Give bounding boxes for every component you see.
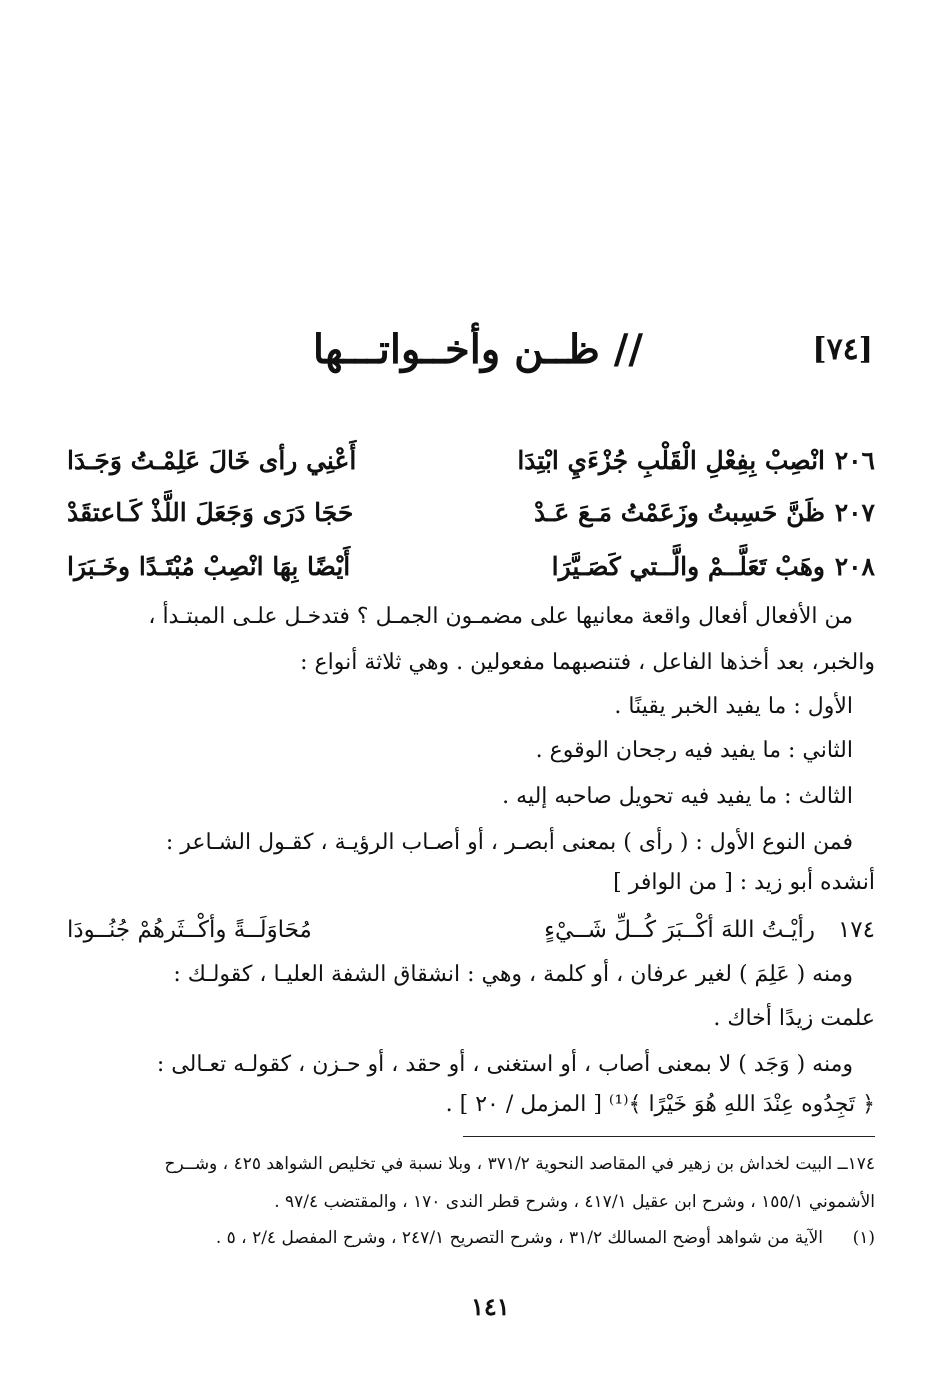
page-number: ١٤١ (471, 1292, 510, 1321)
footnote-174: ١٧٤ــ البيت لخداش بن زهير في المقاصد النحوية ٣٧١/٢ ، وبلا نسبة في تخليص الشواهد ٤٢٥ ، وشــرح (164, 1154, 875, 1174)
paragraph-line: والخبر، بعد أخذها الفاعل ، فتنصبهما مفعولين . وهي ثلاثة أنواع : (300, 650, 875, 675)
verse-number: ٢٠٨ (834, 552, 875, 581)
poem-verse-174 (67, 917, 875, 957)
verse-207 (67, 498, 875, 544)
type-one: الأول : ما يفيد الخبر يقينًا . (614, 694, 853, 719)
poem-number: ١٧٤ (837, 917, 875, 943)
footnote-1-number: (١) (852, 1228, 875, 1248)
paragraph-line: ومنه ( عَلِمَ ) لغير عرفان ، أو كلمة ، وهي : انشقاق الشفة العليـا ، كقولـك : (173, 962, 853, 987)
verse-first-hemistich: انْصِبْ بِفِعْلِ الْقَلْبِ جُزْءَيِ ابْتِدَا (517, 446, 825, 475)
paragraph-line: من الأفعال أفعال واقعة معانيها على مضمـون الجمـل ؟ فتدخـل علـى المبتـدأ ، (148, 604, 853, 629)
verse-208 (67, 552, 875, 598)
chapter-title: // ظــن وأخــواتـــها (312, 326, 643, 373)
paragraph-line: علمت زيدًا أخاك . (713, 1006, 875, 1031)
paragraph-line: فمن النوع الأول : ( رأى ) بمعنى أبصـر ، أو أصـاب الرؤيـة ، كقـول الشـاعر : (165, 830, 853, 855)
footnote-divider (463, 1136, 875, 1137)
verse-first-hemistich: ظَنَّ حَسِبتُ وزَعَمْتُ مَـعَ عَـدْ (533, 498, 825, 527)
poem-attribution: أنشده أبو زيد : [ من الوافر ] (613, 870, 875, 895)
verse-206 (67, 446, 875, 492)
poem-second-hemistich: مُحَاوَلَــةً وأكْــثَرهُمْ جُنُــودَا (67, 917, 312, 943)
footnote-174-continued: الأشموني ١٥٥/١ ، وشرح ابن عقيل ٤١٧/١ ، وشرح قطر الندى ١٧٠ ، والمقتضب ٩٧/٤ . (274, 1192, 875, 1212)
section-number: [٧٤] (812, 332, 873, 367)
type-three: الثالث : ما يفيد فيه تحويل صاحبه إليه . (502, 784, 853, 809)
verse-number: ٢٠٦ (834, 446, 875, 475)
footnote-1: الآية من شواهد أوضح المسالك ٣١/٢ ، وشرح التصريح ٢٤٧/١ ، وشرح المفصل ٢/٤ ، ٥ . (215, 1228, 823, 1248)
verse-first-hemistich: وهَبْ تَعَلَّــمْ والَّــتي كَصَـيَّرَا (551, 552, 825, 581)
poem-first-hemistich: رأيْـتُ اللهَ أكْــبَرَ كُــلِّ شَــيْءٍ (544, 917, 815, 943)
verse-second-hemistich: حَجَا دَرَى وَجَعَلَ اللَّذْ كَـاعتقَدْ (67, 498, 354, 527)
verse-second-hemistich: أَعْنِي رأى خَالَ عَلِمْـتُ وَجَـدَا (67, 446, 357, 475)
type-two: الثاني : ما يفيد فيه رجحان الوقوع . (535, 738, 853, 763)
quran-quote: ﴿ تَجِدُوه عِنْدَ اللهِ هُوَ خَيْرًا ﴾⁽¹⁾ [ المزمل / ٢٠ ] . (445, 1092, 875, 1117)
verse-second-hemistich: أَيْضًا بِهَا انْصِبْ مُبْتَـدًا وخَـبَرَا (67, 552, 351, 581)
verse-number: ٢٠٧ (834, 498, 875, 527)
paragraph-line: ومنه ( وَجَد ) لا بمعنى أصاب ، أو استغنى ، أو حقد ، أو حـزن ، كقولـه تعـالى : (156, 1052, 853, 1077)
